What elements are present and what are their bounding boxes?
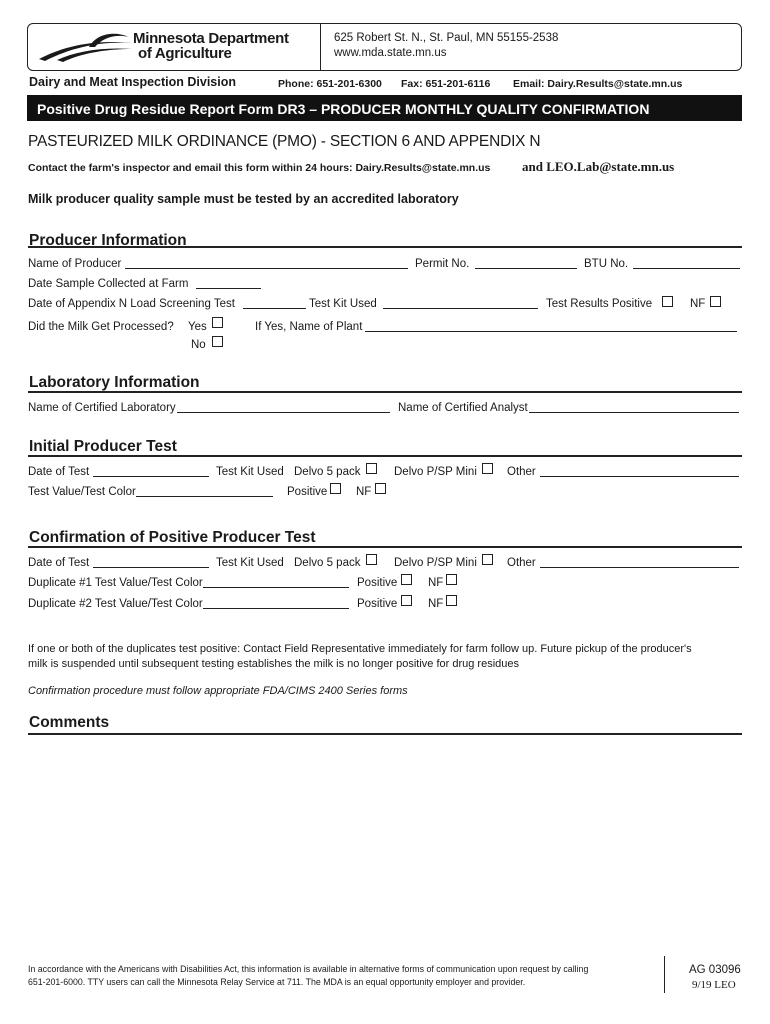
header-address: 625 Robert St. N., St. Paul, MN 55155-2538	[334, 32, 559, 44]
initial-date-label: Date of Test	[28, 466, 90, 478]
division-email[interactable]: Email: Dairy.Results@state.mn.us	[513, 78, 683, 90]
confirmation-heading: Confirmation of Positive Producer Test	[29, 529, 316, 546]
confirm-other-label: Other	[507, 557, 536, 569]
dup2-nf-checkbox[interactable]	[446, 595, 457, 606]
plant-name-field[interactable]	[365, 331, 737, 332]
date-sample-field[interactable]	[196, 288, 261, 289]
date-sample-label: Date Sample Collected at Farm	[28, 278, 189, 290]
initial-other-field[interactable]	[540, 476, 739, 477]
initial-kit-label: Test Kit Used	[216, 466, 284, 478]
confirm-delvo5-label: Delvo 5 pack	[294, 557, 361, 569]
comments-rule	[28, 733, 742, 735]
initial-rule	[28, 455, 742, 457]
test-results-nf-checkbox[interactable]	[710, 296, 721, 307]
confirm-kit-label: Test Kit Used	[216, 557, 284, 569]
initial-delvo5-label: Delvo 5 pack	[294, 466, 361, 478]
producer-name-field[interactable]	[125, 268, 408, 269]
confirm-other-field[interactable]	[540, 567, 739, 568]
lab-name-field[interactable]	[177, 412, 390, 413]
dup2-label: Duplicate #2 Test Value/Test Color	[28, 598, 203, 610]
producer-kit-label: Test Kit Used	[309, 298, 377, 310]
test-results-label: Test Results Positive	[546, 298, 653, 310]
comments-area[interactable]	[28, 738, 742, 948]
positive-notice-line2: milk is suspended until subsequent testing establishes the milk is no longer positive for drug residues	[28, 658, 519, 670]
test-results-positive-checkbox[interactable]	[662, 296, 673, 307]
header-website[interactable]: www.mda.state.mn.us	[334, 47, 447, 59]
procedure-note: Confirmation procedure must follow appropriate FDA/CIMS 2400 Series forms	[28, 685, 408, 697]
initial-date-field[interactable]	[93, 476, 209, 477]
btu-field[interactable]	[633, 268, 740, 269]
dup2-positive-label: Positive	[357, 598, 398, 610]
initial-nf-checkbox[interactable]	[375, 483, 386, 494]
laboratory-heading: Laboratory Information	[29, 374, 200, 391]
division-phone: Phone: 651-201-6300	[278, 78, 382, 90]
initial-positive-checkbox[interactable]	[330, 483, 341, 494]
dup1-field[interactable]	[203, 587, 349, 588]
form-revision: 9/19 LEO	[692, 979, 736, 991]
confirm-delvop-checkbox[interactable]	[482, 554, 493, 565]
producer-rule	[28, 246, 742, 248]
form-number: AG 03096	[689, 964, 741, 976]
form-subtitle: PASTEURIZED MILK ORDINANCE (PMO) - SECTION 6 AND APPENDIX N	[28, 133, 541, 150]
producer-kit-field[interactable]	[383, 308, 538, 309]
processed-no-checkbox[interactable]	[212, 336, 223, 347]
initial-value-field[interactable]	[136, 496, 273, 497]
dup2-field[interactable]	[203, 608, 349, 609]
test-results-nf-label: NF	[690, 298, 706, 310]
dup1-nf-label: NF	[428, 577, 444, 589]
comments-heading: Comments	[29, 714, 110, 731]
initial-delvo5-checkbox[interactable]	[366, 463, 377, 474]
footer-divider	[664, 956, 665, 993]
initial-positive-label: Positive	[287, 486, 328, 498]
ada-notice-line2: 651-201-6000. TTY users can call the Minnesota Relay Service at 711. The MDA is an equal opportunity employer and provider.	[28, 977, 526, 987]
analyst-name-field[interactable]	[529, 412, 739, 413]
positive-notice-line1: If one or both of the duplicates test positive: Contact Field Representative immediately for farm follow up. Future pickup of the producer's	[28, 643, 692, 655]
accredited-note: Milk producer quality sample must be tested by an accredited laboratory	[28, 192, 459, 206]
dup1-positive-label: Positive	[357, 577, 398, 589]
dup1-nf-checkbox[interactable]	[446, 574, 457, 585]
division-fax: Fax: 651-201-6116	[401, 78, 491, 90]
processed-yes-checkbox[interactable]	[212, 317, 223, 328]
header-divider	[320, 23, 321, 71]
initial-value-label: Test Value/Test Color	[28, 486, 136, 498]
mda-logo-icon	[37, 27, 137, 67]
confirmation-rule	[28, 546, 742, 548]
initial-other-label: Other	[507, 466, 536, 478]
laboratory-rule	[28, 391, 742, 393]
dup1-positive-checkbox[interactable]	[401, 574, 412, 585]
initial-delvop-checkbox[interactable]	[482, 463, 493, 474]
appendix-date-label: Date of Appendix N Load Screening Test	[28, 298, 235, 310]
logo-line2: of Agriculture	[138, 45, 232, 62]
processed-yes-label: Yes	[188, 321, 207, 333]
permit-label: Permit No.	[415, 258, 470, 270]
producer-heading: Producer Information	[29, 232, 187, 249]
initial-nf-label: NF	[356, 486, 372, 498]
logo-line1: Minnesota Department	[133, 30, 289, 47]
confirm-delvo5-checkbox[interactable]	[366, 554, 377, 565]
form-title: Positive Drug Residue Report Form DR3 – PRODUCER MONTHLY QUALITY CONFIRMATION	[37, 101, 650, 117]
producer-name-label: Name of Producer	[28, 258, 122, 270]
confirm-delvop-label: Delvo P/SP Mini	[394, 557, 477, 569]
contact-instructions-lab: and LEO.Lab@state.mn.us	[522, 159, 675, 174]
confirm-date-field[interactable]	[93, 567, 209, 568]
permit-field[interactable]	[475, 268, 577, 269]
dup2-positive-checkbox[interactable]	[401, 595, 412, 606]
lab-name-label: Name of Certified Laboratory	[28, 402, 176, 414]
appendix-date-field[interactable]	[243, 308, 306, 309]
plant-name-label: If Yes, Name of Plant	[255, 321, 363, 333]
contact-instructions: Contact the farm's inspector and email this form within 24 hours: Dairy.Results@state.mn.us	[28, 162, 491, 174]
initial-delvop-label: Delvo P/SP Mini	[394, 466, 477, 478]
dup1-label: Duplicate #1 Test Value/Test Color	[28, 577, 203, 589]
confirm-date-label: Date of Test	[28, 557, 90, 569]
processed-label: Did the Milk Get Processed?	[28, 321, 174, 333]
ada-notice-line1: In accordance with the Americans with Disabilities Act, this information is available in alternative forms of communication upon request by calling	[28, 964, 589, 974]
analyst-name-label: Name of Certified Analyst	[398, 402, 528, 414]
initial-heading: Initial Producer Test	[29, 438, 177, 455]
dup2-nf-label: NF	[428, 598, 444, 610]
btu-label: BTU No.	[584, 258, 629, 270]
processed-no-label: No	[191, 339, 206, 351]
division-name: Dairy and Meat Inspection Division	[29, 75, 236, 89]
